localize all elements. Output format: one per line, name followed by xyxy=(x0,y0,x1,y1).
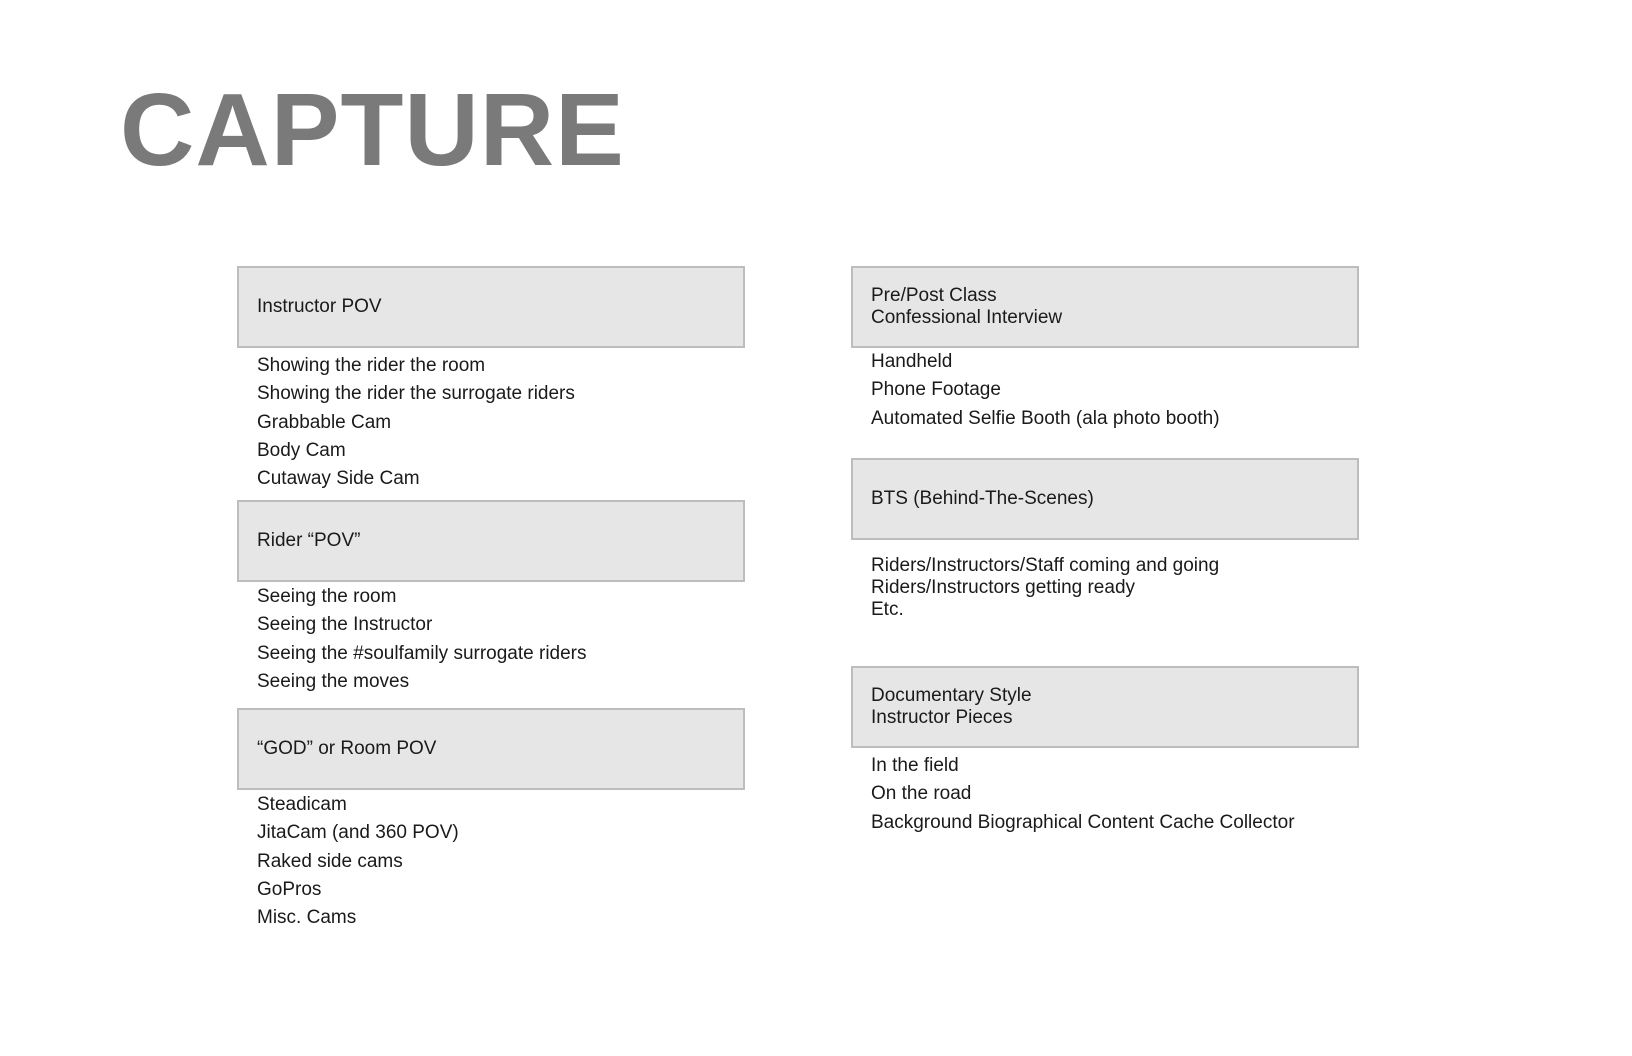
section-title: “GOD” or Room POV xyxy=(257,738,437,759)
section-title: Rider “POV” xyxy=(257,530,361,551)
section-title xyxy=(871,685,1032,729)
page-title: CAPTURE xyxy=(120,72,625,187)
section-header-pre-post-class xyxy=(851,266,1359,348)
list-item: Background Biographical Content Cache Collector xyxy=(871,811,1295,833)
list-item: Raked side cams xyxy=(257,850,403,872)
list-item: Handheld xyxy=(871,351,953,372)
section-list-god-room-pov xyxy=(257,791,459,932)
list-item: Seeing the room xyxy=(257,586,397,607)
list-item: Body Cam xyxy=(257,439,346,461)
section-header-documentary-style xyxy=(851,666,1359,748)
list-item: Phone Footage xyxy=(871,379,1001,401)
list-item: Seeing the #soulfamily surrogate riders xyxy=(257,642,587,664)
list-item: Seeing the moves xyxy=(257,670,410,692)
list-item: Automated Selfie Booth (ala photo booth) xyxy=(871,407,1220,429)
section-header-god-room-pov xyxy=(237,708,745,790)
list-item: Showing the rider the surrogate riders xyxy=(257,383,575,405)
section-title: Instructor POV xyxy=(257,296,382,317)
section-title xyxy=(871,285,1062,329)
list-item: Misc. Cams xyxy=(257,907,357,929)
list-item: Grabbable Cam xyxy=(257,411,392,433)
section-header-rider-pov xyxy=(237,500,745,582)
section-title-line: Pre/Post Class xyxy=(871,285,997,306)
list-item: On the road xyxy=(871,783,972,805)
list-item: GoPros xyxy=(257,878,322,900)
section-list-bts xyxy=(871,555,1219,621)
list-item: Riders/Instructors getting ready xyxy=(871,577,1136,598)
section-list-instructor-pov xyxy=(257,352,575,493)
section-list-documentary-style xyxy=(871,752,1295,837)
list-item: In the field xyxy=(871,755,959,776)
section-header-instructor-pov xyxy=(237,266,745,348)
section-list-rider-pov xyxy=(257,583,587,696)
section-title-line: Documentary Style xyxy=(871,685,1032,706)
section-header-bts xyxy=(851,458,1359,540)
section-list-pre-post-class xyxy=(871,348,1220,433)
list-item: Steadicam xyxy=(257,794,347,815)
section-title-line: Instructor Pieces xyxy=(871,707,1013,728)
list-item: Cutaway Side Cam xyxy=(257,468,420,490)
list-item: Etc. xyxy=(871,599,904,620)
list-item: Showing the rider the room xyxy=(257,355,486,376)
list-item: Seeing the Instructor xyxy=(257,614,433,636)
list-item: Riders/Instructors/Staff coming and going xyxy=(871,555,1220,576)
section-title: BTS (Behind-The-Scenes) xyxy=(871,488,1094,509)
section-title-line: Confessional Interview xyxy=(871,307,1063,328)
list-item: JitaCam (and 360 POV) xyxy=(257,822,459,844)
